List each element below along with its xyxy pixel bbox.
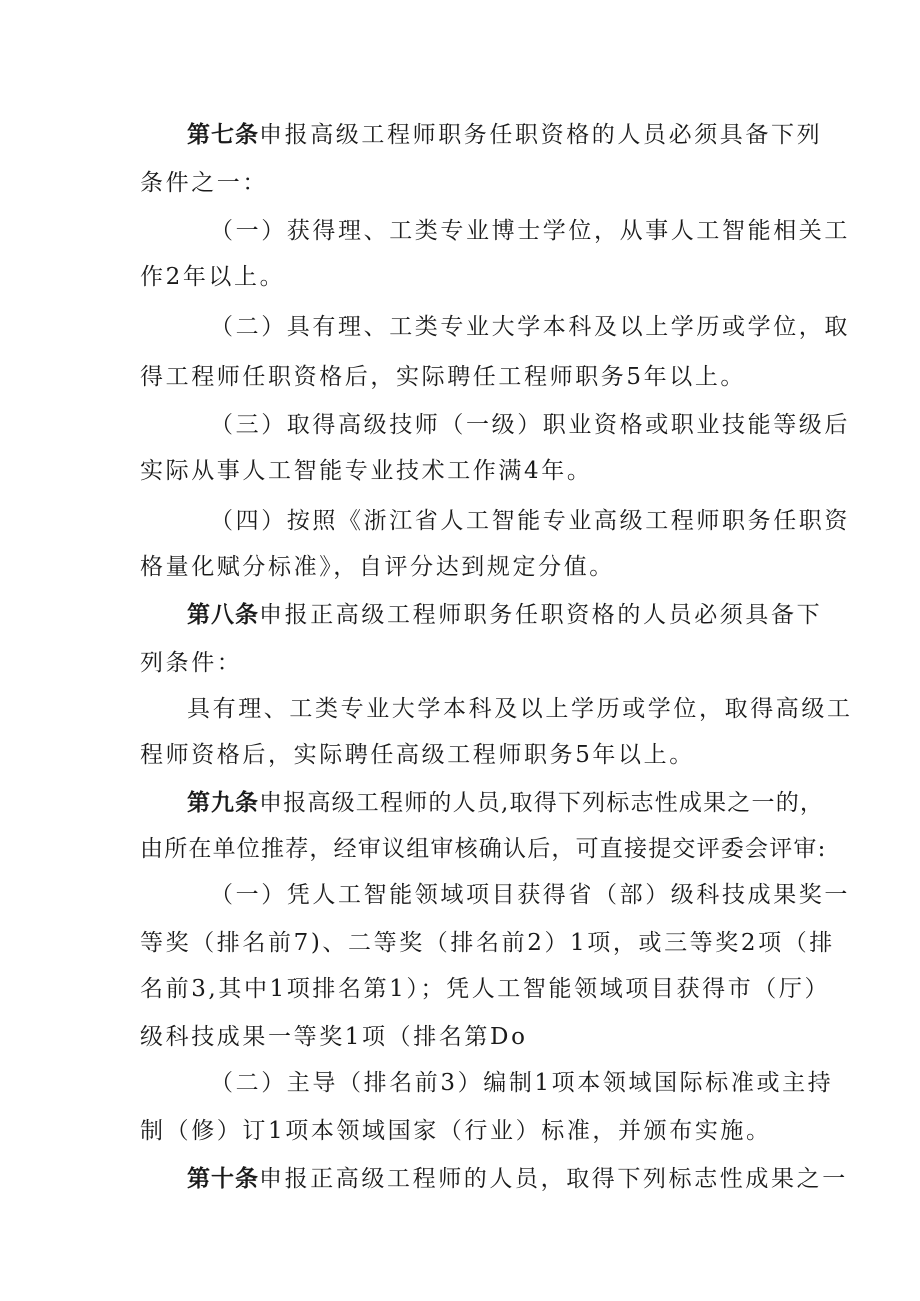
- article8-para-line1: 具有理、工类专业大学本科及以上学历或学位，取得高级工: [187, 696, 853, 722]
- article7-item1-line1: （一）获得理、工类专业博士学位，从事人工智能相关工: [210, 218, 850, 244]
- article7-text-1: 申报高级工程师职务任职资格的人员必须具备下列: [259, 122, 823, 148]
- article7-item4-line1: （四）按照《浙江省人工智能专业高级工程师职务任职资: [210, 508, 850, 534]
- article7-item2-line1: （二）具有理、工类专业大学本科及以上学历或学位，取: [210, 314, 850, 340]
- article9-item1-line2: 等奖（排名前7)、二等奖（排名前2）1项，或三等奖2项（排: [140, 930, 835, 956]
- article9-item1-line4: 级科技成果一等奖1项（排名第Do: [140, 1024, 528, 1050]
- article10-text-1: 申报正高级工程师的人员，取得下列标志性成果之一: [259, 1166, 848, 1192]
- article10-first-line: [187, 1164, 848, 1194]
- article7-item3-line2: 实际从事人工智能专业技术工作满4年。: [140, 458, 593, 484]
- article7-item3-line1: （三）取得高级技师（一级）职业资格或职业技能等级后: [210, 412, 850, 438]
- article9-item2-line2: 制（修）订1项本领域国家（行业）标准，并颁布实施。: [140, 1118, 772, 1144]
- article7-item2-line2: 得工程师任职资格后，实际聘任工程师职务5年以上。: [140, 364, 747, 390]
- article8-first-line: [187, 600, 822, 630]
- article8-para-line2: 程师资格后，实际聘任高级工程师职务5年以上。: [140, 742, 695, 768]
- article7-heading: 第七条: [187, 122, 259, 148]
- article10-heading: 第十条: [187, 1166, 259, 1192]
- article7-text-2: 条件之一：: [140, 170, 268, 196]
- article9-heading: 第九条: [187, 790, 259, 816]
- article8-text-2: 列条件：: [140, 650, 243, 676]
- article8-heading: 第八条: [187, 602, 259, 628]
- article9-item1-line1: （一）凭人工智能领域项目获得省（部）级科技成果奖一: [210, 882, 850, 908]
- article9-text-1: 申报高级工程师的人员,取得下列标志性成果之一的，: [259, 790, 825, 816]
- article8-text-1: 申报正高级工程师职务任职资格的人员必须具备下: [259, 602, 823, 628]
- article7-item1-line2: 作2年以上。: [140, 264, 286, 290]
- article7-item4-line2: 格量化赋分标准》，自评分达到规定分值。: [140, 554, 615, 580]
- article7-first-line: [187, 120, 822, 150]
- article9-first-line: [187, 788, 824, 818]
- article9-item2-line1: （二）主导（排名前3）编制1项本领域国际标准或主持: [210, 1070, 834, 1096]
- article9-text-2: 由所在单位推荐，经审议组审核确认后，可直接提交评委会评审:: [140, 836, 827, 862]
- article9-item1-line3: 名前3,其中1项排名第1）；凭人工智能领域项目获得市（厅）: [140, 976, 831, 1002]
